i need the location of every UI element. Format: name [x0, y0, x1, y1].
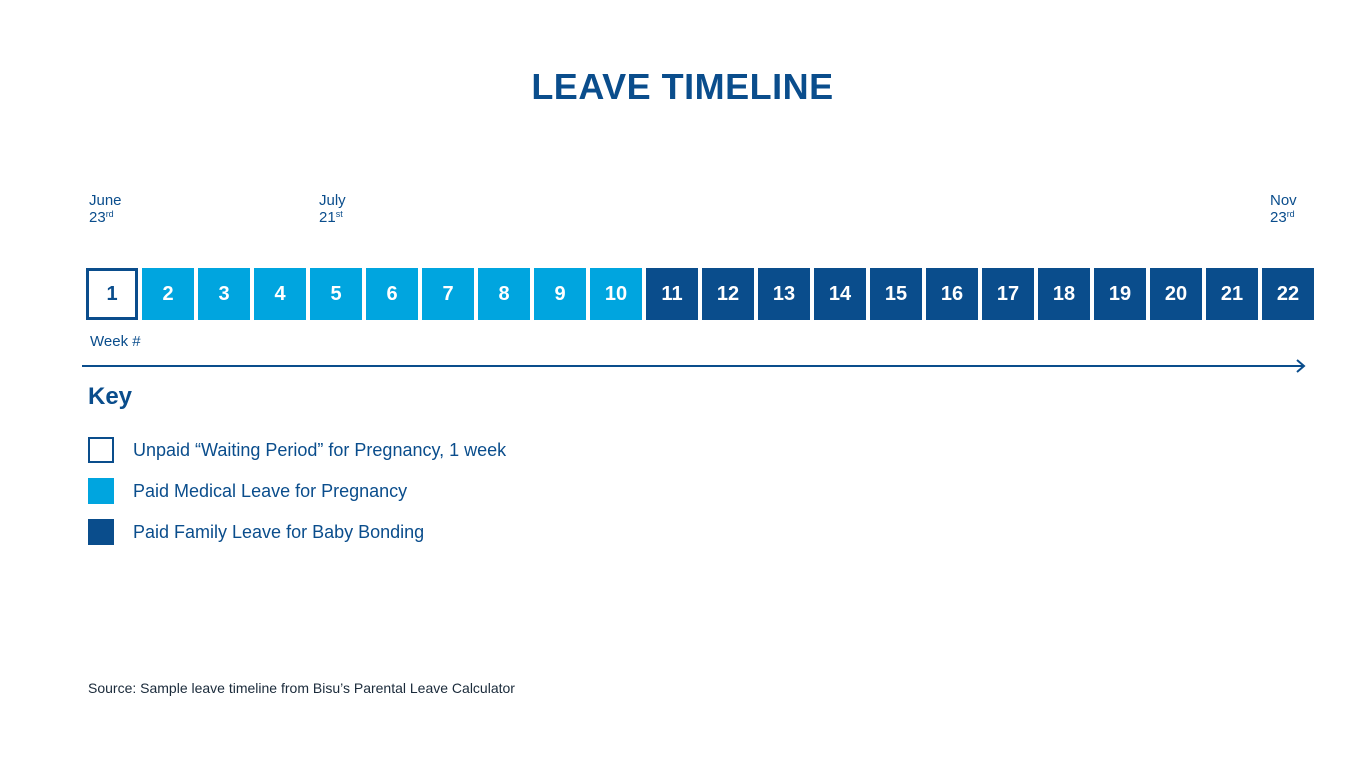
week-box-2: 2: [142, 268, 194, 320]
week-box-7: 7: [422, 268, 474, 320]
swatch-unpaid: [88, 437, 114, 463]
week-box-12: 12: [702, 268, 754, 320]
key-item-unpaid: [88, 437, 506, 463]
week-box-18: 18: [1038, 268, 1090, 320]
key-item-label: Unpaid “Waiting Period” for Pregnancy, 1 week: [133, 439, 507, 460]
key-item-medical: [88, 478, 407, 504]
week-box-21: 21: [1206, 268, 1258, 320]
week-box-4: 4: [254, 268, 306, 320]
week-axis-label: Week #: [90, 333, 141, 350]
page-title: LEAVE TIMELINE: [531, 66, 834, 107]
week-box-6: 6: [366, 268, 418, 320]
week-box-20: 20: [1150, 268, 1202, 320]
key-item-label: Paid Family Leave for Baby Bonding: [133, 521, 425, 542]
date-month: Nov: [1270, 192, 1297, 209]
source-note: Source: Sample leave timeline from Bisu’s Parental Leave Calculator: [88, 680, 515, 696]
week-box-14: 14: [814, 268, 866, 320]
date-day: 21st: [319, 209, 343, 226]
date-day: 23rd: [89, 209, 114, 226]
key-title: Key: [88, 383, 133, 410]
week-box-13: 13: [758, 268, 810, 320]
week-box-9: 9: [534, 268, 586, 320]
week-box-1: 1: [86, 268, 138, 320]
swatch-medical: [88, 478, 114, 504]
week-box-15: 15: [870, 268, 922, 320]
week-box-22: 22: [1262, 268, 1314, 320]
week-box-19: 19: [1094, 268, 1146, 320]
week-box-8: 8: [478, 268, 530, 320]
week-box-11: 11: [646, 268, 698, 320]
week-timeline: [86, 268, 1310, 320]
key-item-label: Paid Medical Leave for Pregnancy: [133, 480, 408, 501]
swatch-family: [88, 519, 114, 545]
week-box-17: 17: [982, 268, 1034, 320]
date-label-nov: [1270, 192, 1297, 226]
timeline-arrow: [82, 358, 1312, 374]
week-box-3: 3: [198, 268, 250, 320]
week-box-10: 10: [590, 268, 642, 320]
key-item-family: [88, 519, 424, 545]
date-label-june: [89, 192, 122, 226]
week-box-5: 5: [310, 268, 362, 320]
date-label-july: [319, 192, 346, 226]
date-month: July: [319, 192, 346, 209]
week-box-16: 16: [926, 268, 978, 320]
date-month: June: [89, 192, 122, 209]
date-day: 23rd: [1270, 209, 1295, 226]
